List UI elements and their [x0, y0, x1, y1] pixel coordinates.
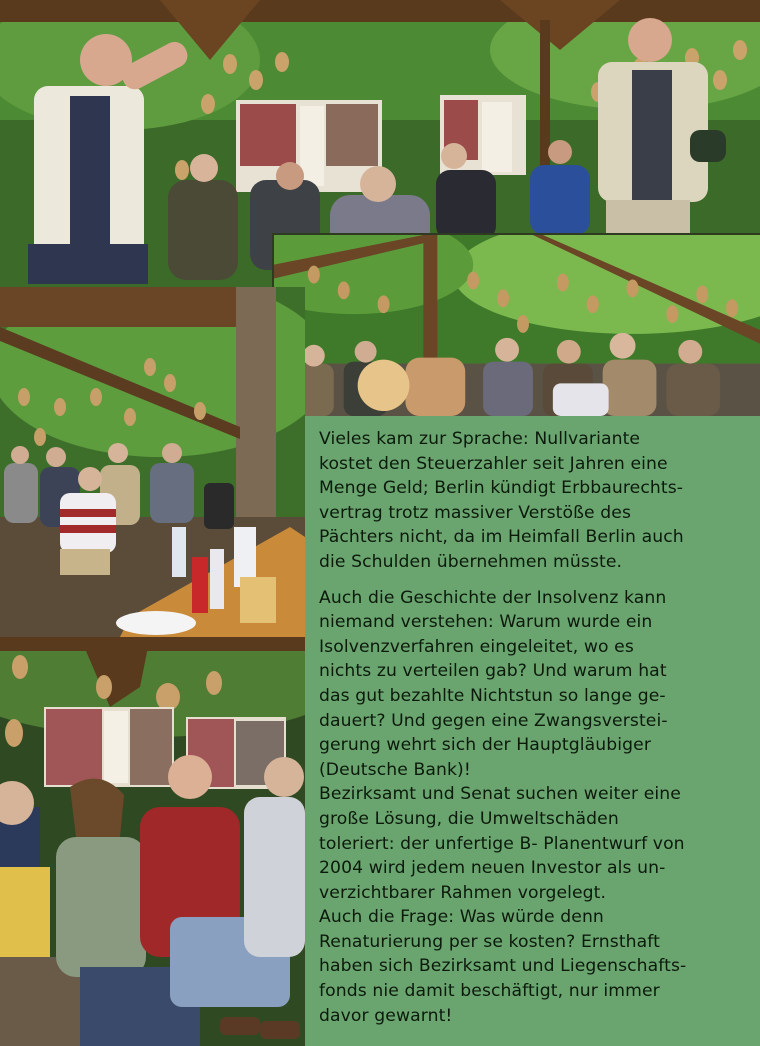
- photo-audience-table: [0, 287, 305, 637]
- article-text-panel: [305, 416, 760, 1046]
- photo-audience-posters: [0, 637, 305, 1046]
- paragraph-insolvenz: Auch die Geschichte der Insolvenz kann niemand verstehen: Warum wurde ein Isolvenzverfahren eingeleitet, wo es nichts zu verteilen gab? Und warum hat das gut bezahlte Nichtstun so lange ge- dauert? Und gegen eine Zwangsverstei- gerung wehrt sich der Hauptgläubiger (Deutsche Bank)! Bezirksamt und Senat suchen weiter eine große Lösung, die Umweltschäden toleriert: der unfertige B- Planentwurf von 2004 wird jedem neuen Investor als un- verzichtbarer Rahmen vorgelegt. Auch die Frage: Was würde denn Renaturierung per se kosten? Ernsthaft haben sich Bezirksamt und Liegenschafts- fonds nie damit beschäftigt, nur immer davor gewarnt!: [319, 587, 687, 1026]
- paragraph-nullvariante: Vieles kam zur Sprache: Nullvariante kostet den Steuerzahler seit Jahren eine Menge Geld; Berlin kündigt Erbbaurechts- vertrag trotz massiver Verstöße des Pächters nicht, da im Heimfall Berlin auch die Schulden übernehmen müsste.: [319, 429, 684, 572]
- photo-audience-forest: [272, 233, 760, 416]
